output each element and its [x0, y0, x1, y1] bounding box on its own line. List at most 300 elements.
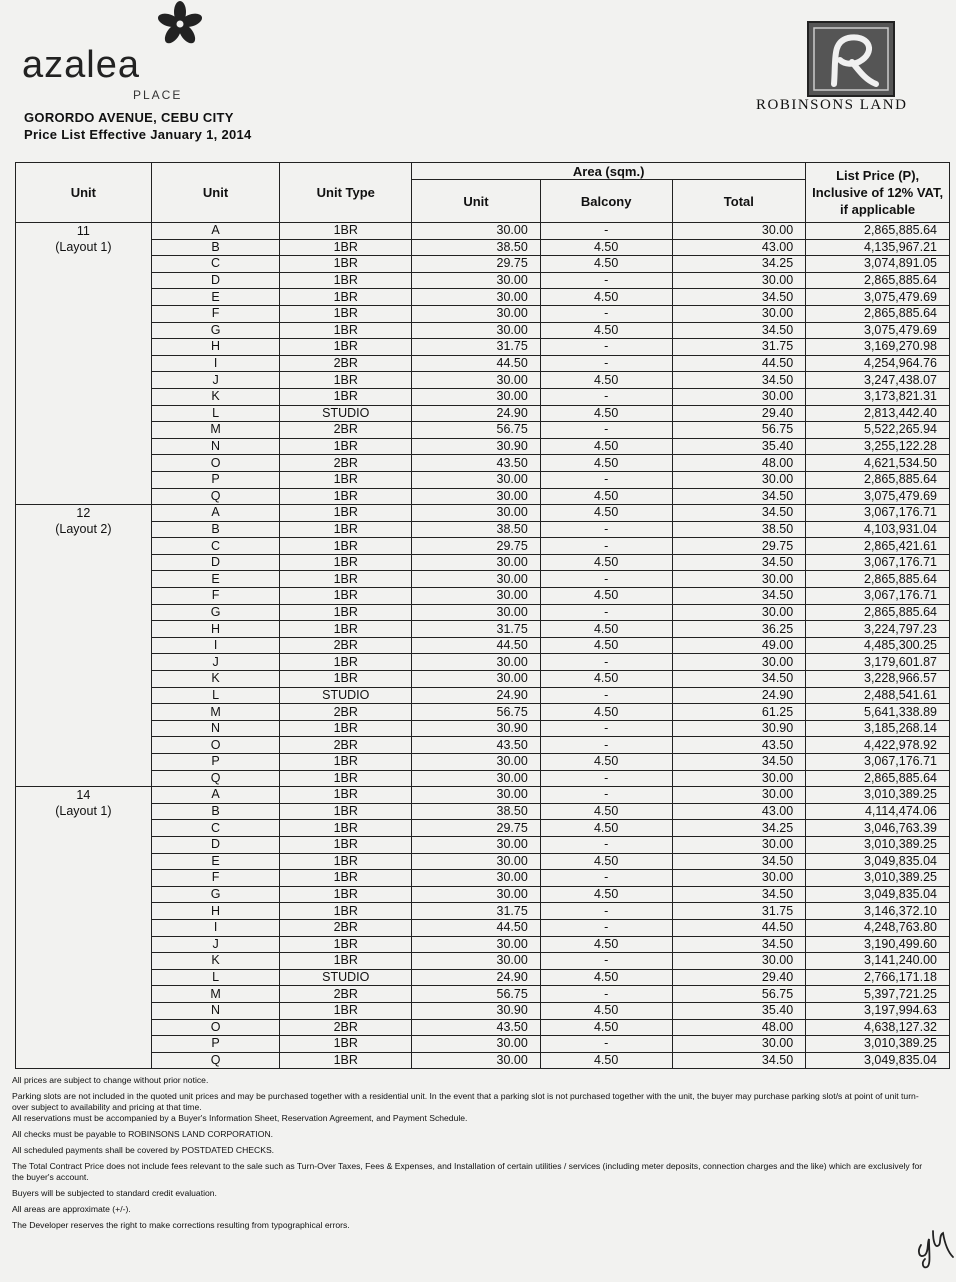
- area-unit-cell: 30.00: [412, 1036, 541, 1053]
- list-price-cell: 3,074,891.05: [806, 256, 950, 273]
- list-price-cell: 4,621,534.50: [806, 455, 950, 472]
- unit-cell: G: [151, 886, 280, 903]
- balcony-cell: -: [540, 903, 672, 920]
- table-row: [16, 1002, 950, 1019]
- unit-type-cell: 1BR: [280, 339, 412, 356]
- table-row: [16, 936, 950, 953]
- unit-type-cell: 1BR: [280, 803, 412, 820]
- area-unit-cell: 30.00: [412, 305, 541, 322]
- total-area-cell: 44.50: [672, 355, 806, 372]
- area-unit-cell: 30.00: [412, 471, 541, 488]
- unit-type-cell: 2BR: [280, 355, 412, 372]
- unit-type-cell: 1BR: [280, 571, 412, 588]
- list-price-cell: 3,179,601.87: [806, 654, 950, 671]
- unit-type-cell: 1BR: [280, 671, 412, 688]
- table-row: [16, 903, 950, 920]
- price-table-body: [16, 223, 950, 1069]
- note: Parking slots are not included in the quoted unit prices and may be purchased together with a residential unit. In the event that a parking slot is not purchased together with the unit, the buyer may purchase parking slot/s at point of unit turn-over subject to availability and pricing at that time.: [12, 1091, 919, 1112]
- unit-type-cell: 1BR: [280, 322, 412, 339]
- floor-cell: [16, 787, 152, 1069]
- balcony-cell: 4.50: [540, 969, 672, 986]
- header-area: Area (sqm.): [412, 163, 806, 180]
- balcony-cell: 4.50: [540, 637, 672, 654]
- price-list-table: [15, 162, 950, 1069]
- unit-cell: B: [151, 239, 280, 256]
- area-unit-cell: 38.50: [412, 803, 541, 820]
- unit-type-cell: 1BR: [280, 820, 412, 837]
- list-price-cell: 2,865,885.64: [806, 471, 950, 488]
- total-area-cell: 31.75: [672, 339, 806, 356]
- total-area-cell: 30.00: [672, 223, 806, 240]
- list-price-cell: 3,190,499.60: [806, 936, 950, 953]
- balcony-cell: 4.50: [540, 239, 672, 256]
- balcony-cell: -: [540, 521, 672, 538]
- area-unit-cell: 24.90: [412, 969, 541, 986]
- list-price-cell: 5,397,721.25: [806, 986, 950, 1003]
- balcony-cell: 4.50: [540, 372, 672, 389]
- unit-cell: C: [151, 820, 280, 837]
- unit-type-cell: 1BR: [280, 953, 412, 970]
- unit-type-cell: 2BR: [280, 919, 412, 936]
- area-unit-cell: 56.75: [412, 704, 541, 721]
- floor-number: 14: [76, 788, 91, 803]
- unit-cell: F: [151, 305, 280, 322]
- unit-type-cell: STUDIO: [280, 405, 412, 422]
- balcony-cell: 4.50: [540, 1019, 672, 1036]
- total-area-cell: 30.00: [672, 654, 806, 671]
- total-area-cell: 35.40: [672, 438, 806, 455]
- area-unit-cell: 38.50: [412, 521, 541, 538]
- unit-cell: K: [151, 388, 280, 405]
- balcony-cell: 4.50: [540, 886, 672, 903]
- note: All areas are approximate (+/-).: [12, 1204, 131, 1214]
- area-unit-cell: 56.75: [412, 986, 541, 1003]
- unit-cell: E: [151, 289, 280, 306]
- balcony-cell: -: [540, 604, 672, 621]
- table-row: [16, 521, 950, 538]
- floor-cell: [16, 223, 152, 505]
- total-area-cell: 34.50: [672, 554, 806, 571]
- list-price-cell: 3,049,835.04: [806, 853, 950, 870]
- table-row: [16, 339, 950, 356]
- balcony-cell: 4.50: [540, 322, 672, 339]
- unit-type-cell: 1BR: [280, 438, 412, 455]
- table-row: [16, 405, 950, 422]
- list-price-cell: 5,641,338.89: [806, 704, 950, 721]
- list-price-cell: 4,103,931.04: [806, 521, 950, 538]
- total-area-cell: 34.25: [672, 256, 806, 273]
- unit-type-cell: 1BR: [280, 1002, 412, 1019]
- header-area-total: Total: [672, 180, 806, 223]
- total-area-cell: 30.90: [672, 720, 806, 737]
- initials-signature-icon: [915, 1225, 955, 1270]
- unit-cell: K: [151, 671, 280, 688]
- area-unit-cell: 44.50: [412, 919, 541, 936]
- note: All prices are subject to change without prior notice.: [12, 1075, 209, 1085]
- balcony-cell: 4.50: [540, 256, 672, 273]
- table-row: [16, 355, 950, 372]
- unit-type-cell: 1BR: [280, 256, 412, 273]
- unit-cell: D: [151, 554, 280, 571]
- unit-cell: H: [151, 621, 280, 638]
- total-area-cell: 30.00: [672, 604, 806, 621]
- unit-type-cell: 1BR: [280, 853, 412, 870]
- list-price-cell: 3,185,268.14: [806, 720, 950, 737]
- table-row: [16, 787, 950, 804]
- header-area-balcony: Balcony: [540, 180, 672, 223]
- table-row: [16, 372, 950, 389]
- unit-cell: L: [151, 405, 280, 422]
- list-price-cell: 4,254,964.76: [806, 355, 950, 372]
- balcony-cell: -: [540, 770, 672, 787]
- balcony-cell: -: [540, 355, 672, 372]
- unit-type-cell: 2BR: [280, 422, 412, 439]
- list-price-cell: 4,638,127.32: [806, 1019, 950, 1036]
- balcony-cell: -: [540, 654, 672, 671]
- list-price-cell: 2,865,421.61: [806, 538, 950, 555]
- list-price-cell: 3,075,479.69: [806, 322, 950, 339]
- total-area-cell: 29.40: [672, 969, 806, 986]
- table-row: [16, 538, 950, 555]
- table-row: [16, 438, 950, 455]
- area-unit-cell: 30.00: [412, 886, 541, 903]
- total-area-cell: 30.00: [672, 770, 806, 787]
- list-price-cell: 3,067,176.71: [806, 505, 950, 522]
- table-row: [16, 388, 950, 405]
- area-unit-cell: 30.00: [412, 223, 541, 240]
- table-row: [16, 621, 950, 638]
- area-unit-cell: 31.75: [412, 339, 541, 356]
- unit-cell: D: [151, 836, 280, 853]
- page-header: [0, 0, 956, 160]
- area-unit-cell: 30.90: [412, 720, 541, 737]
- unit-cell: B: [151, 803, 280, 820]
- table-row: [16, 239, 950, 256]
- table-row: [16, 720, 950, 737]
- price-table-header: [16, 163, 950, 223]
- area-unit-cell: 30.00: [412, 571, 541, 588]
- area-unit-cell: 30.00: [412, 870, 541, 887]
- unit-cell: K: [151, 953, 280, 970]
- unit-cell: I: [151, 637, 280, 654]
- total-area-cell: 44.50: [672, 919, 806, 936]
- list-price-cell: 2,865,885.64: [806, 272, 950, 289]
- table-row: [16, 953, 950, 970]
- table-row: [16, 770, 950, 787]
- table-row: [16, 969, 950, 986]
- total-area-cell: 34.25: [672, 820, 806, 837]
- unit-type-cell: 1BR: [280, 654, 412, 671]
- balcony-cell: 4.50: [540, 704, 672, 721]
- list-price-cell: 2,813,442.40: [806, 405, 950, 422]
- table-row: [16, 919, 950, 936]
- balcony-cell: -: [540, 305, 672, 322]
- list-price-cell: 3,197,994.63: [806, 1002, 950, 1019]
- unit-cell: J: [151, 936, 280, 953]
- unit-type-cell: 2BR: [280, 704, 412, 721]
- unit-type-cell: 1BR: [280, 621, 412, 638]
- note: All checks must be payable to ROBINSONS LAND CORPORATION.: [12, 1129, 274, 1139]
- list-price-cell: 4,422,978.92: [806, 737, 950, 754]
- unit-cell: A: [151, 223, 280, 240]
- balcony-cell: 4.50: [540, 1052, 672, 1069]
- total-area-cell: 35.40: [672, 1002, 806, 1019]
- list-price-cell: 3,146,372.10: [806, 903, 950, 920]
- table-row: [16, 986, 950, 1003]
- unit-type-cell: 1BR: [280, 372, 412, 389]
- unit-type-cell: 1BR: [280, 836, 412, 853]
- balcony-cell: 4.50: [540, 853, 672, 870]
- unit-type-cell: 1BR: [280, 505, 412, 522]
- total-area-cell: 30.00: [672, 953, 806, 970]
- balcony-cell: -: [540, 720, 672, 737]
- balcony-cell: -: [540, 272, 672, 289]
- total-area-cell: 36.25: [672, 621, 806, 638]
- balcony-cell: -: [540, 388, 672, 405]
- total-area-cell: 30.00: [672, 471, 806, 488]
- table-row: [16, 223, 950, 240]
- balcony-cell: -: [540, 836, 672, 853]
- list-price-cell: 3,228,966.57: [806, 671, 950, 688]
- table-row: [16, 588, 950, 605]
- unit-type-cell: 2BR: [280, 1019, 412, 1036]
- list-price-cell: 4,485,300.25: [806, 637, 950, 654]
- total-area-cell: 56.75: [672, 422, 806, 439]
- balcony-cell: -: [540, 422, 672, 439]
- table-row: [16, 654, 950, 671]
- table-row: [16, 836, 950, 853]
- table-row: [16, 704, 950, 721]
- total-area-cell: 24.90: [672, 687, 806, 704]
- balcony-cell: 4.50: [540, 588, 672, 605]
- balcony-cell: 4.50: [540, 455, 672, 472]
- balcony-cell: 4.50: [540, 488, 672, 505]
- unit-cell: N: [151, 720, 280, 737]
- table-row: [16, 554, 950, 571]
- unit-cell: P: [151, 1036, 280, 1053]
- unit-type-cell: 1BR: [280, 272, 412, 289]
- table-row: [16, 754, 950, 771]
- unit-cell: L: [151, 687, 280, 704]
- total-area-cell: 30.00: [672, 272, 806, 289]
- unit-cell: G: [151, 604, 280, 621]
- list-price-cell: 4,114,474.06: [806, 803, 950, 820]
- unit-type-cell: 1BR: [280, 305, 412, 322]
- total-area-cell: 30.00: [672, 305, 806, 322]
- table-row: [16, 1019, 950, 1036]
- total-area-cell: 30.00: [672, 836, 806, 853]
- unit-cell: Q: [151, 488, 280, 505]
- area-unit-cell: 56.75: [412, 422, 541, 439]
- unit-type-cell: STUDIO: [280, 969, 412, 986]
- area-unit-cell: 30.00: [412, 953, 541, 970]
- unit-cell: F: [151, 588, 280, 605]
- unit-cell: I: [151, 919, 280, 936]
- list-price-cell: 2,865,885.64: [806, 770, 950, 787]
- table-row: [16, 422, 950, 439]
- total-area-cell: 34.50: [672, 754, 806, 771]
- header-list-price: List Price (P), Inclusive of 12% VAT, if applicable: [806, 163, 950, 223]
- table-row: [16, 322, 950, 339]
- area-unit-cell: 31.75: [412, 621, 541, 638]
- balcony-cell: 4.50: [540, 554, 672, 571]
- total-area-cell: 29.75: [672, 538, 806, 555]
- unit-type-cell: 1BR: [280, 521, 412, 538]
- unit-type-cell: 1BR: [280, 289, 412, 306]
- price-list-effective-date: Price List Effective January 1, 2014: [24, 127, 252, 142]
- table-row: [16, 289, 950, 306]
- azalea-logo-text: azalea: [22, 44, 140, 86]
- balcony-cell: -: [540, 953, 672, 970]
- unit-type-cell: 2BR: [280, 986, 412, 1003]
- balcony-cell: -: [540, 919, 672, 936]
- list-price-cell: 3,224,797.23: [806, 621, 950, 638]
- unit-cell: B: [151, 521, 280, 538]
- balcony-cell: 4.50: [540, 754, 672, 771]
- unit-type-cell: 1BR: [280, 1052, 412, 1069]
- list-price-cell: 3,010,389.25: [806, 787, 950, 804]
- total-area-cell: 30.00: [672, 787, 806, 804]
- table-row: [16, 305, 950, 322]
- balcony-cell: 4.50: [540, 1002, 672, 1019]
- unit-type-cell: 1BR: [280, 471, 412, 488]
- balcony-cell: -: [540, 538, 672, 555]
- balcony-cell: 4.50: [540, 405, 672, 422]
- floor-layout: (Layout 2): [55, 522, 112, 537]
- balcony-cell: -: [540, 986, 672, 1003]
- unit-cell: Q: [151, 1052, 280, 1069]
- table-row: [16, 604, 950, 621]
- unit-type-cell: 1BR: [280, 588, 412, 605]
- balcony-cell: -: [540, 737, 672, 754]
- table-row: [16, 687, 950, 704]
- list-price-cell: 3,067,176.71: [806, 588, 950, 605]
- list-price-cell: 3,010,389.25: [806, 836, 950, 853]
- unit-cell: O: [151, 1019, 280, 1036]
- list-price-cell: 4,248,763.80: [806, 919, 950, 936]
- total-area-cell: 43.00: [672, 239, 806, 256]
- unit-cell: C: [151, 538, 280, 555]
- unit-type-cell: 1BR: [280, 770, 412, 787]
- list-price-cell: 2,865,885.64: [806, 604, 950, 621]
- balcony-cell: 4.50: [540, 803, 672, 820]
- table-row: [16, 870, 950, 887]
- header-area-unit: Unit: [412, 180, 541, 223]
- unit-type-cell: 1BR: [280, 870, 412, 887]
- list-price-cell: 3,046,763.39: [806, 820, 950, 837]
- list-price-cell: 3,141,240.00: [806, 953, 950, 970]
- balcony-cell: -: [540, 339, 672, 356]
- list-price-cell: 3,049,835.04: [806, 886, 950, 903]
- total-area-cell: 34.50: [672, 886, 806, 903]
- list-price-cell: 3,049,835.04: [806, 1052, 950, 1069]
- footnotes: [12, 1075, 932, 1231]
- list-price-cell: 2,488,541.61: [806, 687, 950, 704]
- balcony-cell: -: [540, 571, 672, 588]
- area-unit-cell: 30.00: [412, 671, 541, 688]
- unit-type-cell: 2BR: [280, 637, 412, 654]
- unit-type-cell: 1BR: [280, 538, 412, 555]
- table-row: [16, 671, 950, 688]
- total-area-cell: 43.00: [672, 803, 806, 820]
- area-unit-cell: 30.00: [412, 588, 541, 605]
- area-unit-cell: 30.90: [412, 1002, 541, 1019]
- unit-type-cell: 1BR: [280, 488, 412, 505]
- unit-cell: D: [151, 272, 280, 289]
- unit-cell: J: [151, 372, 280, 389]
- area-unit-cell: 30.00: [412, 1052, 541, 1069]
- unit-cell: E: [151, 571, 280, 588]
- table-row: [16, 1052, 950, 1069]
- unit-cell: G: [151, 322, 280, 339]
- area-unit-cell: 44.50: [412, 355, 541, 372]
- total-area-cell: 38.50: [672, 521, 806, 538]
- note: All scheduled payments shall be covered by POSTDATED CHECKS.: [12, 1145, 275, 1155]
- balcony-cell: -: [540, 223, 672, 240]
- total-area-cell: 43.50: [672, 737, 806, 754]
- total-area-cell: 34.50: [672, 588, 806, 605]
- area-unit-cell: 30.00: [412, 770, 541, 787]
- total-area-cell: 56.75: [672, 986, 806, 1003]
- list-price-cell: 2,766,171.18: [806, 969, 950, 986]
- total-area-cell: 34.50: [672, 372, 806, 389]
- area-unit-cell: 30.00: [412, 836, 541, 853]
- area-unit-cell: 30.00: [412, 787, 541, 804]
- list-price-cell: 3,075,479.69: [806, 488, 950, 505]
- unit-type-cell: 1BR: [280, 239, 412, 256]
- area-unit-cell: 30.90: [412, 438, 541, 455]
- area-unit-cell: 30.00: [412, 654, 541, 671]
- table-row: [16, 1036, 950, 1053]
- list-price-cell: 4,135,967.21: [806, 239, 950, 256]
- total-area-cell: 30.00: [672, 870, 806, 887]
- total-area-cell: 29.40: [672, 405, 806, 422]
- unit-type-cell: 1BR: [280, 554, 412, 571]
- area-unit-cell: 30.00: [412, 322, 541, 339]
- unit-type-cell: 1BR: [280, 1036, 412, 1053]
- area-unit-cell: 30.00: [412, 272, 541, 289]
- unit-type-cell: 1BR: [280, 754, 412, 771]
- area-unit-cell: 43.50: [412, 1019, 541, 1036]
- robinsons-land-logo-icon: [806, 20, 896, 98]
- table-row: [16, 488, 950, 505]
- list-price-cell: 3,067,176.71: [806, 754, 950, 771]
- note: The Developer reserves the right to make corrections resulting from typographical errors.: [12, 1220, 350, 1230]
- floor-number: 11: [76, 224, 90, 238]
- unit-type-cell: 2BR: [280, 737, 412, 754]
- table-row: [16, 455, 950, 472]
- list-price-cell: 2,865,885.64: [806, 571, 950, 588]
- unit-cell: H: [151, 903, 280, 920]
- note: All reservations must be accompanied by a Buyer's Information Sheet, Reservation Agreement, and Payment Schedule.: [12, 1113, 468, 1123]
- area-unit-cell: 29.75: [412, 538, 541, 555]
- balcony-cell: -: [540, 870, 672, 887]
- area-unit-cell: 30.00: [412, 388, 541, 405]
- unit-type-cell: 1BR: [280, 720, 412, 737]
- total-area-cell: 34.50: [672, 488, 806, 505]
- total-area-cell: 34.50: [672, 671, 806, 688]
- table-row: [16, 886, 950, 903]
- area-unit-cell: 44.50: [412, 637, 541, 654]
- unit-type-cell: 1BR: [280, 903, 412, 920]
- unit-cell: P: [151, 754, 280, 771]
- table-row: [16, 803, 950, 820]
- total-area-cell: 31.75: [672, 903, 806, 920]
- unit-type-cell: 1BR: [280, 936, 412, 953]
- area-unit-cell: 30.00: [412, 372, 541, 389]
- list-price-cell: 3,169,270.98: [806, 339, 950, 356]
- unit-cell: H: [151, 339, 280, 356]
